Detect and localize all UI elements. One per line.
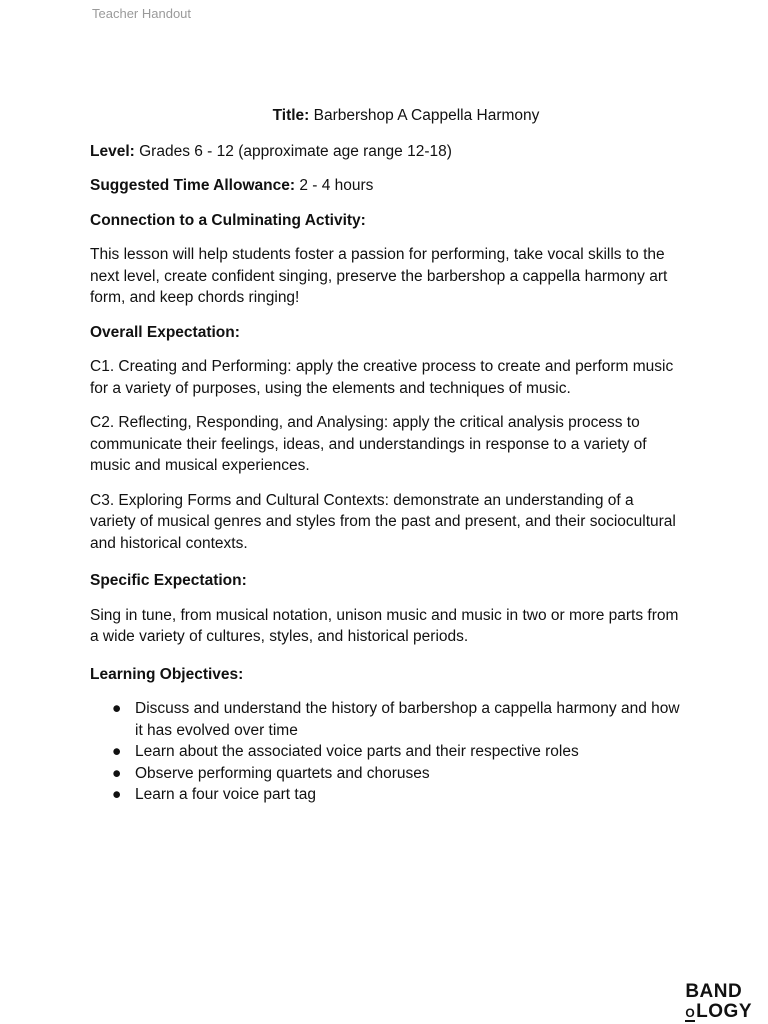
objective-text: Observe performing quartets and choruses: [135, 764, 430, 782]
overall-item-c3: C3. Exploring Forms and Cultural Contexts: demonstrate an understanding of a variety of musical genres and styles from the past and present, and their sociocultural and historical contexts.: [90, 491, 676, 552]
list-item: [90, 741, 682, 763]
logo-line-2-row: [685, 1002, 752, 1022]
bullet-icon: ●: [112, 786, 122, 803]
list-item: [90, 784, 682, 806]
level-value: Grades 6 - 12 (approximate age range 12-18): [139, 142, 452, 160]
level-label: Level:: [90, 142, 135, 160]
bandology-logo: [685, 982, 752, 1022]
objectives-heading: Learning Objectives:: [90, 665, 244, 683]
specific-heading: Specific Expectation:: [90, 572, 247, 589]
overall-item-c1: C1. Creating and Performing: apply the creative process to create and perform music for a variety of purposes, using the elements and techniques of music.: [90, 358, 674, 397]
overall-item-c2: C2. Reflecting, Responding, and Analysing: apply the critical analysis process to communicate their feelings, ideas, and understandings in response to a variety of music and musical experiences.: [90, 414, 647, 474]
bullet-icon: ●: [112, 764, 122, 782]
list-item: [90, 698, 682, 741]
time-line: [90, 175, 682, 197]
logo-line-1: BAND: [685, 981, 743, 1002]
objectives-list: [90, 698, 682, 806]
objective-text: Learn about the associated voice parts and their respective roles: [135, 743, 579, 760]
objective-text: Discuss and understand the history of barbershop a cappella harmony and how it has evolved over time: [135, 700, 680, 739]
level-line: [90, 141, 682, 163]
bullet-icon: ●: [112, 743, 122, 760]
logo-line-2: LOGY: [696, 1001, 752, 1022]
lesson-title: [90, 105, 682, 127]
specific-text: Sing in tune, from musical notation, unison music and music in two or more parts from a wide variety of cultures, styles, and historical periods.: [90, 606, 679, 645]
header-note: Teacher Handout: [92, 6, 192, 21]
title-value: Barbershop A Cappella Harmony: [313, 107, 540, 124]
title-label: Title:: [272, 107, 310, 124]
logo-small-o: O: [685, 1006, 696, 1020]
overall-heading: Overall Expectation:: [90, 323, 240, 341]
lesson-content: [90, 105, 682, 806]
time-value: 2 - 4 hours: [299, 177, 374, 194]
objective-text: Learn a four voice part tag: [135, 786, 316, 803]
bullet-icon: ●: [112, 700, 122, 717]
connection-text: This lesson will help students foster a passion for performing, take vocal skills to the next level, create confident singing, preserve the barbershop a cappella harmony art form, and keep chords ringing!: [90, 246, 668, 306]
list-item: [90, 763, 682, 785]
time-label: Suggested Time Allowance:: [90, 177, 295, 194]
connection-heading: Connection to a Culminating Activity:: [90, 211, 366, 229]
